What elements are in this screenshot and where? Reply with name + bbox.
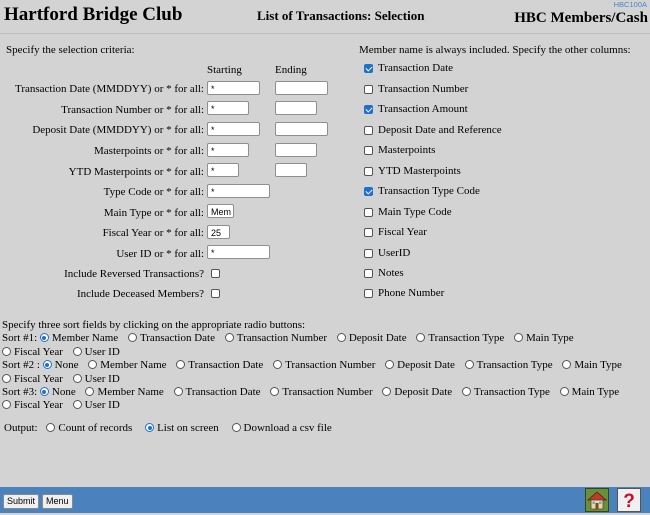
radio-icon: [465, 360, 474, 369]
option-label: Member Name: [51, 332, 119, 345]
include-reversed-checkbox[interactable]: [211, 269, 220, 278]
transaction-number-label: Transaction Number or * for all:: [61, 104, 204, 116]
include-deceased-checkbox[interactable]: [211, 289, 220, 298]
sort-2-option-main-type[interactable]: [562, 359, 622, 371]
sort-3-option-transaction-date[interactable]: [174, 386, 261, 398]
type-code-input[interactable]: *: [207, 184, 270, 198]
columns-intro: Member name is always included. Specify the other columns:: [359, 44, 631, 56]
sort-3-option-main-type[interactable]: [560, 386, 620, 398]
radio-icon: [40, 333, 49, 342]
user-id-label: User ID or * for all:: [116, 248, 204, 260]
user-id-input[interactable]: *: [207, 245, 270, 259]
transaction-date-start-input[interactable]: *: [207, 81, 260, 95]
footer-bar: [0, 487, 650, 513]
column-checkbox-masterpoints[interactable]: [364, 146, 373, 155]
page-title: List of Transactions: Selection: [257, 8, 425, 23]
home-icon[interactable]: [585, 488, 609, 512]
radio-icon: [225, 333, 234, 342]
radio-icon: [46, 423, 55, 432]
output-option-count[interactable]: [46, 422, 132, 434]
help-icon[interactable]: [617, 488, 641, 512]
sort-3-label: Sort #3:: [2, 386, 38, 399]
transaction-number-end-input[interactable]: [275, 101, 317, 115]
option-label: Fiscal Year: [14, 372, 63, 385]
column-checkbox-transaction-type-code[interactable]: [364, 187, 373, 196]
column-header-ending: Ending: [275, 64, 307, 76]
transaction-date-end-input[interactable]: [275, 81, 328, 95]
radio-icon: [337, 333, 346, 342]
option-label: None: [54, 359, 79, 372]
transaction-number-start-input[interactable]: *: [207, 101, 249, 115]
option-label: Member Name: [97, 386, 164, 399]
sort-2-label: Sort #2 :: [2, 359, 40, 372]
option-label: Fiscal Year: [14, 399, 63, 412]
output-label: Output:: [4, 422, 38, 434]
sort-1-group: [2, 332, 648, 359]
option-label: Transaction Number: [285, 359, 376, 372]
radio-icon: [462, 387, 471, 396]
main-type-label: Main Type or * for all:: [103, 207, 204, 219]
option-label: User ID: [84, 399, 120, 412]
sort-2-option-member-name[interactable]: [88, 359, 166, 371]
sort-3-option-transaction-type[interactable]: [462, 386, 550, 398]
column-checkbox-userid[interactable]: [364, 249, 373, 258]
sort-2-option-user-id[interactable]: [73, 373, 120, 385]
column-label-notes: Notes: [378, 267, 404, 279]
radio-icon: [73, 374, 82, 383]
sort-2-option-deposit-date[interactable]: [385, 359, 455, 371]
option-label: List on screen: [157, 422, 219, 434]
output-group: [4, 422, 339, 434]
radio-icon: [560, 387, 569, 396]
radio-icon: [40, 387, 49, 396]
column-label-masterpoints: Masterpoints: [378, 144, 436, 156]
column-checkbox-transaction-number[interactable]: [364, 85, 373, 94]
sort-1-label: Sort #1:: [2, 332, 38, 345]
sort-2-option-transaction-number[interactable]: [273, 359, 375, 371]
radio-icon: [2, 347, 11, 356]
sort-3-group: [2, 386, 648, 413]
radio-icon: [416, 333, 425, 342]
option-label: Count of records: [58, 422, 133, 434]
option-label: Deposit Date: [394, 386, 453, 399]
header-divider: [0, 33, 650, 34]
radio-icon: [176, 360, 185, 369]
column-label-transaction-amount: Transaction Amount: [378, 103, 468, 115]
radio-icon: [385, 360, 394, 369]
column-checkbox-phone-number[interactable]: [364, 289, 373, 298]
option-label: Member Name: [100, 359, 167, 372]
sort-3-option-transaction-number[interactable]: [270, 386, 372, 398]
sort-2-option-fiscal-year[interactable]: [2, 373, 63, 385]
option-label: Transaction Type: [473, 386, 550, 399]
radio-icon: [232, 423, 241, 432]
option-label: Transaction Number: [236, 332, 328, 345]
fiscal-year-label: Fiscal Year or * for all:: [102, 227, 204, 239]
output-option-list[interactable]: [145, 422, 219, 434]
submit-button[interactable]: Submit: [3, 494, 39, 509]
deposit-date-start-input[interactable]: *: [207, 122, 260, 136]
column-checkbox-notes[interactable]: [364, 269, 373, 278]
sort-1-option-transaction-date[interactable]: [128, 332, 215, 344]
svg-text:?: ?: [623, 491, 635, 512]
ytd-masterpoints-label: YTD Masterpoints or * for all:: [68, 166, 204, 178]
program-id: HBC100A: [613, 0, 647, 9]
sort-1-option-fiscal-year[interactable]: [2, 346, 63, 358]
fiscal-year-input[interactable]: 25: [207, 225, 230, 239]
option-label: User ID: [84, 372, 120, 385]
column-label-transaction-type-code: Transaction Type Code: [378, 185, 480, 197]
masterpoints-start-input[interactable]: *: [207, 143, 249, 157]
sort-3-option-fiscal-year[interactable]: [2, 399, 63, 411]
column-label-transaction-number: Transaction Number: [378, 83, 469, 95]
sort-3-option-deposit-date[interactable]: [382, 386, 452, 398]
sort-1-option-deposit-date[interactable]: [337, 332, 407, 344]
sort-1-option-transaction-type[interactable]: [416, 332, 504, 344]
option-label: Deposit Date: [397, 359, 455, 372]
column-label-ytd-masterpoints: YTD Masterpoints: [378, 165, 461, 177]
option-label: Main Type: [571, 386, 620, 399]
option-label: Transaction Date: [139, 332, 215, 345]
column-label-deposit-date: Deposit Date and Reference: [378, 124, 502, 136]
column-checkbox-transaction-date[interactable]: [364, 64, 373, 73]
sort-2-option-none[interactable]: [43, 359, 79, 371]
column-checkbox-transaction-amount[interactable]: [364, 105, 373, 114]
criteria-intro: Specify the selection criteria:: [6, 44, 135, 56]
output-option-csv[interactable]: [232, 422, 332, 434]
type-code-label: Type Code or * for all:: [103, 186, 204, 198]
sort-3-option-none[interactable]: [40, 386, 76, 398]
radio-icon: [145, 423, 154, 432]
sort-2-option-transaction-type[interactable]: [465, 359, 553, 371]
column-header-starting: Starting: [207, 64, 242, 76]
option-label: Main Type: [526, 332, 574, 345]
column-label-phone-number: Phone Number: [378, 287, 445, 299]
sort-1-option-transaction-number[interactable]: [225, 332, 327, 344]
page-subtitle: HBC Members/Cash: [514, 10, 648, 26]
column-label-main-type-code: Main Type Code: [378, 206, 452, 218]
menu-button[interactable]: Menu: [42, 494, 73, 509]
option-label: Main Type: [574, 359, 622, 372]
radio-icon: [85, 387, 94, 396]
column-checkbox-main-type-code[interactable]: [364, 208, 373, 217]
sort-1-option-member-name[interactable]: [40, 332, 118, 344]
option-label: User ID: [84, 345, 120, 358]
radio-icon: [2, 374, 11, 383]
deposit-date-label: Deposit Date (MMDDYY) or * for all:: [32, 124, 204, 136]
sort-3-option-user-id[interactable]: [73, 399, 120, 411]
radio-icon: [382, 387, 391, 396]
option-label: Transaction Type: [428, 332, 505, 345]
transaction-date-label: Transaction Date (MMDDYY) or * for all:: [14, 83, 204, 95]
masterpoints-label: Masterpoints or * for all:: [94, 145, 204, 157]
radio-icon: [174, 387, 183, 396]
column-label-fiscal-year: Fiscal Year: [378, 226, 427, 238]
radio-icon: [514, 333, 523, 342]
option-label: Fiscal Year: [14, 345, 63, 358]
option-label: Transaction Number: [282, 386, 373, 399]
radio-icon: [270, 387, 279, 396]
option-label: Transaction Date: [188, 359, 264, 372]
radio-icon: [273, 360, 282, 369]
masterpoints-end-input[interactable]: [275, 143, 317, 157]
radio-icon: [2, 400, 11, 409]
sort-2-group: [2, 359, 648, 386]
sort-2-option-transaction-date[interactable]: [176, 359, 263, 371]
sort-section: [2, 319, 648, 413]
column-label-userid: UserID: [378, 247, 411, 259]
radio-icon: [88, 360, 97, 369]
radio-icon: [43, 360, 52, 369]
column-checkbox-deposit-date[interactable]: [364, 126, 373, 135]
option-label: Deposit Date: [348, 332, 407, 345]
option-label: None: [51, 386, 76, 399]
sort-1-option-user-id[interactable]: [73, 346, 120, 358]
include-reversed-label: Include Reversed Transactions?: [64, 268, 204, 280]
sort-1-option-main-type[interactable]: [514, 332, 574, 344]
radio-icon: [562, 360, 571, 369]
radio-icon: [128, 333, 137, 342]
option-label: Transaction Type: [476, 359, 553, 372]
deposit-date-end-input[interactable]: [275, 122, 328, 136]
option-label: Transaction Date: [185, 386, 261, 399]
sort-intro: Specify three sort fields by clicking on the appropriate radio buttons:: [2, 319, 306, 331]
radio-icon: [73, 347, 82, 356]
main-type-input[interactable]: Mem: [207, 204, 234, 218]
column-checkbox-ytd-masterpoints[interactable]: [364, 167, 373, 176]
column-checkbox-fiscal-year[interactable]: [364, 228, 373, 237]
sort-3-option-member-name[interactable]: [85, 386, 163, 398]
club-name: Hartford Bridge Club: [4, 4, 183, 25]
include-deceased-label: Include Deceased Members?: [76, 288, 204, 300]
radio-icon: [73, 400, 82, 409]
ytd-masterpoints-start-input[interactable]: *: [207, 163, 239, 177]
column-label-transaction-date: Transaction Date: [378, 62, 454, 74]
ytd-masterpoints-end-input[interactable]: [275, 163, 307, 177]
option-label: Download a csv file: [243, 422, 332, 434]
